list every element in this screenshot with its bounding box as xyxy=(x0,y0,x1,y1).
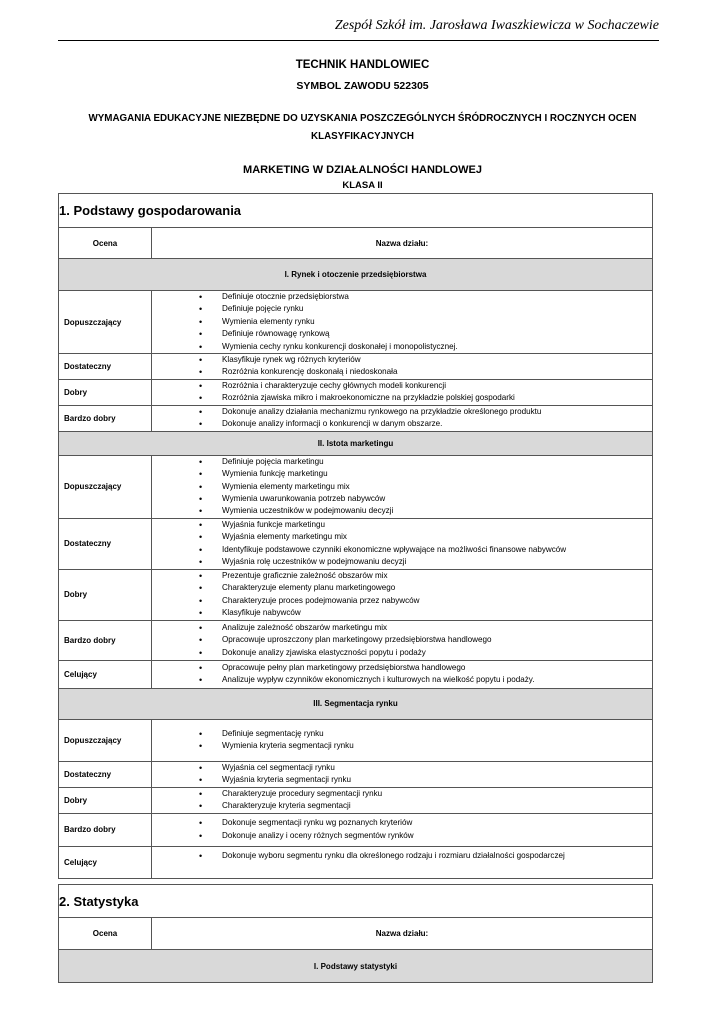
requirements-cell xyxy=(152,660,653,688)
topic-header: III. Segmentacja rynku xyxy=(59,688,653,719)
column-header-grade: Ocena xyxy=(59,918,152,950)
school-header: Zespół Szkół im. Jarosława Iwaszkiewicza w Sochaczewie xyxy=(334,18,659,33)
topic-header: II. Istota marketingu xyxy=(59,431,653,455)
requirement-item: • Opracowuje uproszczony plan marketingowy przedsiębiorstwa handlowego xyxy=(222,634,652,646)
requirement-item: • Definiuje równowagę rynkową xyxy=(222,328,652,340)
requirement-item: • Wyjaśnia elementy marketingu mix xyxy=(222,531,652,543)
grade-label: Celujący xyxy=(59,660,152,688)
requirements-cell xyxy=(152,354,653,380)
requirement-item: • Rozróżnia zjawiska mikro i makroekonomiczne na przykładzie polskiej gospodarki xyxy=(222,392,652,404)
grade-label: Bardzo dobry xyxy=(59,620,152,660)
requirement-item: • Dokonuje analizy i oceny różnych segmentów rynków xyxy=(222,830,652,842)
requirement-item: • Dokonuje analizy informacji o konkurencji w danym obszarze. xyxy=(222,418,652,430)
requirements-cell xyxy=(152,846,653,878)
grade-label: Dobry xyxy=(59,569,152,620)
requirement-item: • Wymienia elementy rynku xyxy=(222,316,652,328)
requirements-heading: WYMAGANIA EDUKACYJNE NIEZBĘDNE DO UZYSKANIA POSZCZEGÓLNYCH ŚRÓDROCZNYCH I ROCZNYCH OCEN KLASYFIKACYJNYCH xyxy=(88,113,637,142)
requirements-cell xyxy=(152,455,653,518)
subject-title: MARKETING W DZIAŁALNOŚCI HANDLOWEJ xyxy=(243,164,482,176)
grade-label: Dopuszczający xyxy=(59,291,152,354)
requirement-item: • Wymienia funkcję marketingu xyxy=(222,468,652,480)
requirement-item: • Dokonuje analizy zjawiska elastyczności popytu i podaży xyxy=(222,647,652,659)
requirement-item: • Dokonuje wyboru segmentu rynku dla określonego rodzaju i rozmiaru działalności gospodarczej xyxy=(222,850,652,862)
requirement-item: • Klasyfikuje nabywców xyxy=(222,607,652,619)
column-header-grade: Ocena xyxy=(59,228,152,259)
requirement-item: • Wyjaśnia kryteria segmentacji rynku xyxy=(222,774,652,786)
requirement-item: • Wymienia cechy rynku konkurencji doskonałej i monopolistycznej. xyxy=(222,341,652,353)
requirements-cell xyxy=(152,787,653,813)
grade-label: Dostateczny xyxy=(59,354,152,380)
requirement-item: • Definiuje pojęcie rynku xyxy=(222,303,652,315)
grade-label: Dobry xyxy=(59,379,152,405)
requirement-item: • Opracowuje pełny plan marketingowy przedsiębiorstwa handlowego xyxy=(222,662,652,674)
column-header-topic: Nazwa działu: xyxy=(152,918,653,950)
grade-label: Bardzo dobry xyxy=(59,813,152,846)
topic-header: I. Podstawy statystyki xyxy=(59,950,653,983)
requirement-item: • Rozróżnia i charakteryzuje cechy głównych modeli konkurencji xyxy=(222,380,652,392)
requirement-item: • Charakteryzuje kryteria segmentacji xyxy=(222,800,652,812)
grade-label: Dopuszczający xyxy=(59,719,152,761)
column-header-topic: Nazwa działu: xyxy=(152,228,653,259)
grade-label: Dopuszczający xyxy=(59,455,152,518)
requirement-item: • Rozróżnia konkurencję doskonałą i niedoskonała xyxy=(222,366,652,378)
requirement-item: • Charakteryzuje elementy planu marketingowego xyxy=(222,582,652,594)
grade-label: Dostateczny xyxy=(59,761,152,787)
grade-label: Dostateczny xyxy=(59,518,152,569)
requirements-cell xyxy=(152,291,653,354)
document-title: TECHNIK HANDLOWIEC xyxy=(295,59,430,71)
section-title: 2. Statystyka xyxy=(59,885,653,918)
requirement-item: • Dokonuje segmentacji rynku wg poznanych kryteriów xyxy=(222,817,652,829)
requirement-item: • Definiuje segmentację rynku xyxy=(222,728,652,740)
grade-label: Dobry xyxy=(59,787,152,813)
requirement-item: • Charakteryzuje procedury segmentacji rynku xyxy=(222,788,652,800)
requirement-item: • Analizuje zależność obszarów marketingu mix xyxy=(222,622,652,634)
requirements-cell xyxy=(152,620,653,660)
requirement-item: • Definiuje pojęcia marketingu xyxy=(222,456,652,468)
requirement-item: • Definiuje otocznie przedsiębiorstwa xyxy=(222,291,652,303)
grade-label: Celujący xyxy=(59,846,152,878)
requirement-item: • Wymienia kryteria segmentacji rynku xyxy=(222,740,652,752)
class-label: KLASA II xyxy=(342,180,383,191)
requirements-cell xyxy=(152,379,653,405)
requirement-item: • Analizuje wypływ czynników ekonomicznych i kulturowych na wielkość popytu i podaży. xyxy=(222,674,652,686)
requirements-cell xyxy=(152,569,653,620)
requirement-item: • Wyjaśnia funkcje marketingu xyxy=(222,519,652,531)
grade-label: Bardzo dobry xyxy=(59,405,152,431)
section-2-table xyxy=(58,884,653,983)
requirement-item: • Identyfikuje podstawowe czynniki ekonomiczne wpływające na możliwości finansowe nabywców xyxy=(222,544,652,556)
requirement-item: • Charakteryzuje proces podejmowania przez nabywców xyxy=(222,595,652,607)
requirements-cell xyxy=(152,518,653,569)
requirement-item: • Prezentuje graficznie zależność obszarów mix xyxy=(222,570,652,582)
requirements-cell xyxy=(152,813,653,846)
profession-symbol: SYMBOL ZAWODU 522305 xyxy=(296,80,429,92)
requirement-item: • Klasyfikuje rynek wg różnych kryteriów xyxy=(222,354,652,366)
requirement-item: • Wymienia uczestników w podejmowaniu decyzji xyxy=(222,505,652,517)
topic-header: I. Rynek i otoczenie przedsiębiorstwa xyxy=(59,259,653,291)
requirements-cell xyxy=(152,405,653,431)
header-divider xyxy=(58,40,659,41)
section-title: 1. Podstawy gospodarowania xyxy=(59,194,653,228)
section-1-table xyxy=(58,193,653,879)
requirement-item: • Wymienia uwarunkowania potrzeb nabywców xyxy=(222,493,652,505)
requirements-cell xyxy=(152,719,653,761)
requirement-item: • Wymienia elementy marketingu mix xyxy=(222,481,652,493)
requirement-item: • Dokonuje analizy działania mechanizmu rynkowego na przykładzie określonego produktu xyxy=(222,406,652,418)
requirements-cell xyxy=(152,761,653,787)
requirement-item: • Wyjaśnia rolę uczestników w podejmowaniu decyzji xyxy=(222,556,652,568)
requirement-item: • Wyjaśnia cel segmentacji rynku xyxy=(222,762,652,774)
